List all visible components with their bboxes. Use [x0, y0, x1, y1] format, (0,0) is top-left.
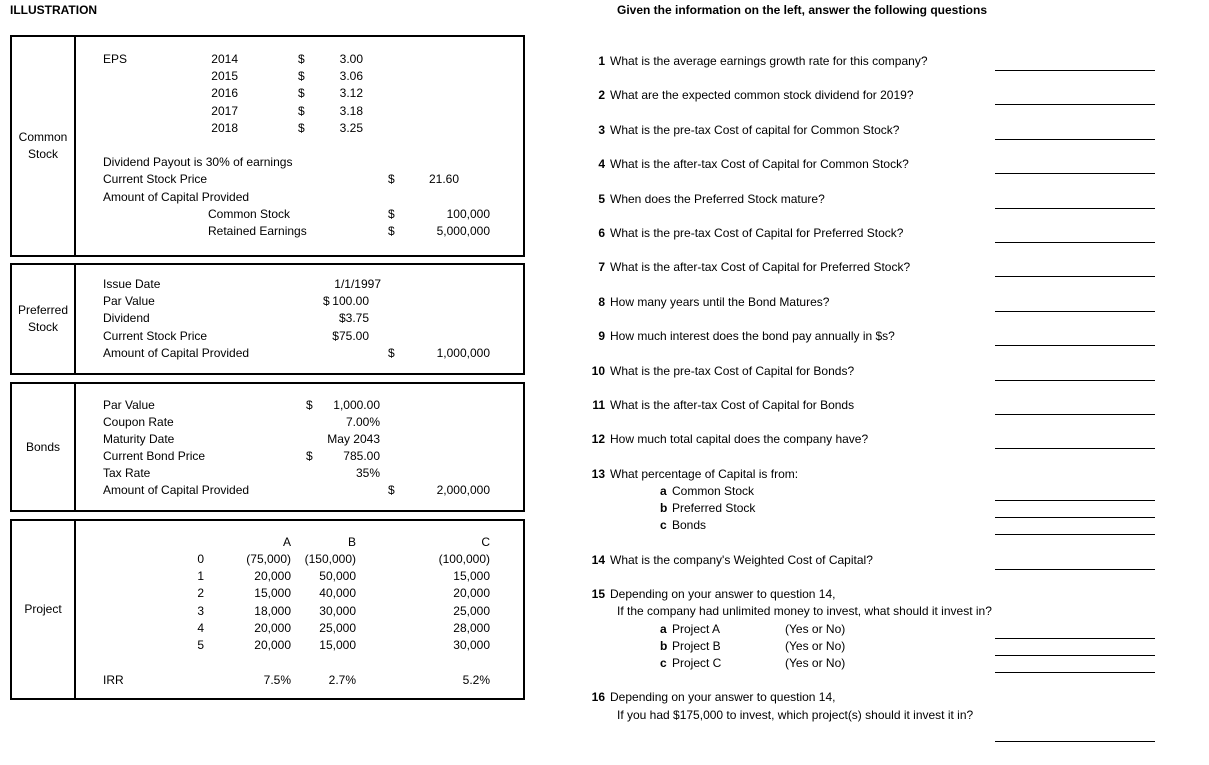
irr-a: 7.5%	[263, 673, 291, 687]
sub-letter: b	[660, 639, 668, 653]
answer-blank-q14[interactable]	[995, 552, 1155, 570]
dividend-value: $3.75	[338, 311, 369, 325]
current-bond-price-label: Current Bond Price	[103, 449, 206, 463]
eps-row-2016	[76, 85, 523, 102]
question-text: What are the expected common stock dividend for 2019?	[610, 88, 914, 102]
bonds-content	[76, 384, 523, 510]
answer-blank-q15c[interactable]	[995, 655, 1155, 673]
pref-current-price-label: Current Stock Price	[103, 329, 208, 343]
question-5	[580, 191, 825, 208]
yes-or-no-note: (Yes or No)	[785, 622, 846, 636]
current-bond-price-row	[76, 448, 523, 465]
cashflow-c: 25,000	[453, 604, 490, 618]
question-number: 15	[591, 587, 605, 601]
eps-value: 3.06	[339, 69, 363, 83]
sub-letter: a	[660, 484, 667, 498]
currency-sign: $	[388, 483, 395, 497]
coupon-rate-label: Coupon Rate	[103, 415, 174, 429]
question-text: How much total capital does the company have?	[610, 432, 869, 446]
eps-value: 3.18	[339, 104, 363, 118]
cashflow-a: 18,000	[254, 604, 291, 618]
tax-rate-label: Tax Rate	[103, 466, 151, 480]
cashflow-a: 20,000	[254, 638, 291, 652]
question-7	[580, 259, 910, 276]
tax-rate-value: 35%	[355, 466, 380, 480]
answer-blank-q8[interactable]	[995, 294, 1155, 312]
period: 5	[197, 638, 204, 652]
project-c-header: C	[481, 535, 490, 549]
currency-sign: $	[388, 172, 395, 186]
question-number: 6	[598, 226, 605, 240]
currency-sign: $	[306, 398, 313, 412]
sub-label: Bonds	[672, 518, 707, 532]
currency-sign: $	[323, 294, 330, 308]
sub-label: Project C	[672, 656, 722, 670]
maturity-date-label: Maturity Date	[103, 432, 175, 446]
cashflow-a: 20,000	[254, 621, 291, 635]
coupon-rate-row	[76, 414, 523, 431]
currency-sign: $	[298, 104, 305, 118]
currency-sign: $	[298, 121, 305, 135]
question-text: What is the pre-tax Cost of Capital for Bonds?	[610, 364, 855, 378]
currency-sign: $	[298, 52, 305, 66]
payout-note-row	[76, 154, 523, 171]
currency-sign: $	[388, 207, 395, 221]
cashflow-row-0	[76, 551, 523, 568]
question-15a	[660, 621, 720, 638]
dividend-row	[76, 310, 523, 327]
question-15	[580, 586, 836, 603]
question-number: 8	[598, 295, 605, 309]
par-value-label: Par Value	[103, 294, 155, 308]
answer-blank-q4[interactable]	[995, 156, 1155, 174]
preferred-stock-content	[76, 265, 523, 373]
currency-sign: $	[306, 449, 313, 463]
cashflow-c: 28,000	[453, 621, 490, 635]
question-15-line2: If the company had unlimited money to invest, what should it invest in?	[617, 604, 992, 618]
question-text: Depending on your answer to question 14,	[610, 587, 836, 601]
common-stock-section	[10, 35, 525, 257]
answer-blank-q12[interactable]	[995, 431, 1155, 449]
cashflow-b: 15,000	[319, 638, 356, 652]
common-stock-section-label: Common Stock	[12, 37, 76, 255]
question-text: What is the average earnings growth rate for this company?	[610, 54, 928, 68]
current-bond-price-value: 785.00	[343, 449, 380, 463]
dividend-label: Dividend	[103, 311, 150, 325]
answer-blank-q5[interactable]	[995, 191, 1155, 209]
par-value-value: 100.00	[332, 294, 369, 308]
question-10	[580, 363, 854, 380]
answer-blank-q13c[interactable]	[995, 517, 1155, 535]
page-title: ILLUSTRATION	[10, 3, 98, 17]
eps-value: 3.25	[339, 121, 363, 135]
question-text: What is the pre-tax Cost of Capital for Preferred Stock?	[610, 226, 904, 240]
project-a-header: A	[282, 535, 291, 549]
question-16-line2: If you had $175,000 to invest, which project(s) should it invest it in?	[617, 708, 974, 722]
question-number: 16	[591, 690, 605, 704]
question-number: 1	[598, 54, 605, 68]
question-15b	[660, 638, 721, 655]
cashflow-b: 40,000	[319, 586, 356, 600]
period: 2	[197, 586, 204, 600]
bond-capital-row	[76, 482, 523, 499]
eps-row-2018	[76, 120, 523, 137]
question-text: What is the after-tax Cost of Capital for Bonds	[610, 398, 855, 412]
bond-par-value-label: Par Value	[103, 398, 155, 412]
answer-blank-q15b[interactable]	[995, 638, 1155, 656]
eps-row-2017	[76, 103, 523, 120]
question-number: 14	[591, 553, 605, 567]
pref-capital-value: 1,000,000	[436, 346, 490, 360]
cashflow-c: 15,000	[453, 569, 490, 583]
common-stock-content	[76, 37, 523, 255]
irr-c: 5.2%	[462, 673, 490, 687]
questions-header: Given the information on the left, answer the following questions	[617, 3, 988, 17]
question-13b	[660, 500, 755, 517]
eps-year: 2016	[211, 86, 238, 100]
capital-provided-row	[76, 189, 523, 206]
capital-retained-earnings-row	[76, 223, 523, 240]
question-text: How many years until the Bond Matures?	[610, 295, 830, 309]
question-12	[580, 431, 868, 448]
yes-or-no-note: (Yes or No)	[785, 639, 846, 653]
bond-capital-value: 2,000,000	[436, 483, 490, 497]
cashflow-row-4	[76, 620, 523, 637]
question-16	[580, 689, 836, 706]
answer-blank-q13a[interactable]	[995, 483, 1155, 501]
sub-letter: a	[660, 622, 667, 636]
answer-blank-q7[interactable]	[995, 259, 1155, 277]
cashflow-b: 50,000	[319, 569, 356, 583]
question-number: 2	[598, 88, 605, 102]
bond-par-value-row	[76, 397, 523, 414]
tax-rate-row	[76, 465, 523, 482]
question-number: 10	[591, 364, 605, 378]
sub-label: Common Stock	[672, 484, 755, 498]
cashflow-c: 20,000	[453, 586, 490, 600]
capital-retained-earnings-label: Retained Earnings	[208, 224, 307, 238]
eps-year: 2015	[211, 69, 238, 83]
answer-blank-q15a[interactable]	[995, 621, 1155, 639]
yes-or-no-note: (Yes or No)	[785, 656, 846, 670]
question-14	[580, 552, 873, 569]
question-13	[580, 466, 798, 483]
maturity-date-row	[76, 431, 523, 448]
eps-row-2015	[76, 68, 523, 85]
question-3	[580, 122, 899, 139]
irr-row	[76, 672, 523, 689]
cashflow-row-1	[76, 568, 523, 585]
issue-date-row	[76, 276, 523, 293]
question-text: What is the after-tax Cost of Capital for Common Stock?	[610, 157, 909, 171]
eps-year: 2017	[211, 104, 238, 118]
par-value-row	[76, 293, 523, 310]
question-text: What percentage of Capital is from:	[610, 467, 799, 481]
question-number: 4	[598, 157, 605, 171]
irr-label: IRR	[103, 673, 124, 687]
answer-blank-q13b[interactable]	[995, 500, 1155, 518]
cashflow-b: 30,000	[319, 604, 356, 618]
period: 0	[197, 552, 204, 566]
answer-blank-q10[interactable]	[995, 363, 1155, 381]
currency-sign: $	[298, 86, 305, 100]
project-header-row	[76, 534, 523, 551]
sub-letter: b	[660, 501, 668, 515]
pref-capital-label: Amount of Capital Provided	[103, 346, 250, 360]
cashflow-a: 20,000	[254, 569, 291, 583]
question-1	[580, 53, 928, 70]
pref-capital-row	[76, 345, 523, 362]
question-number: 13	[591, 467, 605, 481]
project-content	[76, 521, 523, 698]
answer-blank-q16[interactable]	[995, 724, 1155, 742]
question-6	[580, 225, 903, 242]
current-stock-price-row	[76, 171, 523, 188]
bonds-section	[10, 382, 525, 512]
preferred-stock-section	[10, 263, 525, 375]
question-text: What is the company's Weighted Cost of Capital?	[610, 553, 873, 567]
currency-sign: $	[388, 224, 395, 238]
capital-provided-label: Amount of Capital Provided	[103, 190, 250, 204]
cashflow-b: 25,000	[319, 621, 356, 635]
capital-common-stock-label: Common Stock	[208, 207, 291, 221]
issue-date-label: Issue Date	[103, 277, 161, 291]
current-stock-price-value: 21.60	[428, 172, 459, 186]
capital-common-stock-value: 100,000	[446, 207, 490, 221]
question-8	[580, 294, 829, 311]
period: 1	[197, 569, 204, 583]
eps-row-2014	[76, 51, 523, 68]
question-13c	[660, 517, 706, 534]
sub-letter: c	[660, 518, 667, 532]
capital-common-stock-row	[76, 206, 523, 223]
question-9	[580, 328, 895, 345]
question-text: When does the Preferred Stock mature?	[610, 192, 825, 206]
bond-par-value-value: 1,000.00	[333, 398, 380, 412]
cashflow-b: (150,000)	[304, 552, 356, 566]
cashflow-row-2	[76, 585, 523, 602]
cashflow-a: (75,000)	[246, 552, 291, 566]
project-b-header: B	[347, 535, 356, 549]
question-11	[580, 397, 854, 414]
cashflow-row-5	[76, 637, 523, 654]
answer-blank-q9[interactable]	[995, 328, 1155, 346]
sub-label: Project A	[672, 622, 721, 636]
irr-b: 2.7%	[328, 673, 356, 687]
question-number: 7	[598, 260, 605, 274]
question-2	[580, 87, 914, 104]
answer-blank-q6[interactable]	[995, 225, 1155, 243]
cashflow-c: 30,000	[453, 638, 490, 652]
question-number: 12	[591, 432, 605, 446]
sub-letter: c	[660, 656, 667, 670]
question-text: What is the pre-tax Cost of capital for Common Stock?	[610, 123, 900, 137]
eps-value: 3.00	[339, 52, 363, 66]
question-4	[580, 156, 909, 173]
project-section-label: Project	[12, 521, 76, 698]
question-13a	[660, 483, 754, 500]
question-number: 9	[598, 329, 605, 343]
pref-current-price-row	[76, 328, 523, 345]
answer-blank-q11[interactable]	[995, 397, 1155, 415]
question-text: What is the after-tax Cost of Capital for Preferred Stock?	[610, 260, 911, 274]
preferred-stock-section-label: Preferred Stock	[12, 265, 76, 373]
bonds-section-label: Bonds	[12, 384, 76, 510]
current-stock-price-label: Current Stock Price	[103, 172, 208, 186]
question-number: 3	[598, 123, 605, 137]
payout-note: Dividend Payout is 30% of earnings	[103, 155, 293, 169]
cashflow-row-3	[76, 603, 523, 620]
eps-year: 2014	[211, 52, 238, 66]
eps-label: EPS	[103, 52, 128, 66]
coupon-rate-value: 7.00%	[345, 415, 380, 429]
currency-sign: $	[298, 69, 305, 83]
eps-value: 3.12	[339, 86, 363, 100]
question-text: Depending on your answer to question 14,	[610, 690, 836, 704]
bond-capital-label: Amount of Capital Provided	[103, 483, 250, 497]
pref-current-price-value: $75.00	[332, 329, 369, 343]
period: 4	[197, 621, 204, 635]
question-number: 11	[592, 398, 605, 412]
period: 3	[197, 604, 204, 618]
question-text: How much interest does the bond pay annually in $s?	[610, 329, 895, 343]
sub-label: Project B	[672, 639, 721, 653]
project-section	[10, 519, 525, 700]
answer-blank-q2[interactable]	[995, 87, 1155, 105]
question-number: 5	[598, 192, 605, 206]
cashflow-a: 15,000	[254, 586, 291, 600]
cashflow-c: (100,000)	[438, 552, 490, 566]
question-15c	[660, 655, 721, 672]
maturity-date-value: May 2043	[327, 432, 380, 446]
currency-sign: $	[388, 346, 395, 360]
eps-year: 2018	[211, 121, 238, 135]
capital-retained-earnings-value: 5,000,000	[436, 224, 490, 238]
issue-date-value: 1/1/1997	[334, 277, 381, 291]
sub-label: Preferred Stock	[672, 501, 756, 515]
answer-blank-q1[interactable]	[995, 53, 1155, 71]
answer-blank-q3[interactable]	[995, 122, 1155, 140]
